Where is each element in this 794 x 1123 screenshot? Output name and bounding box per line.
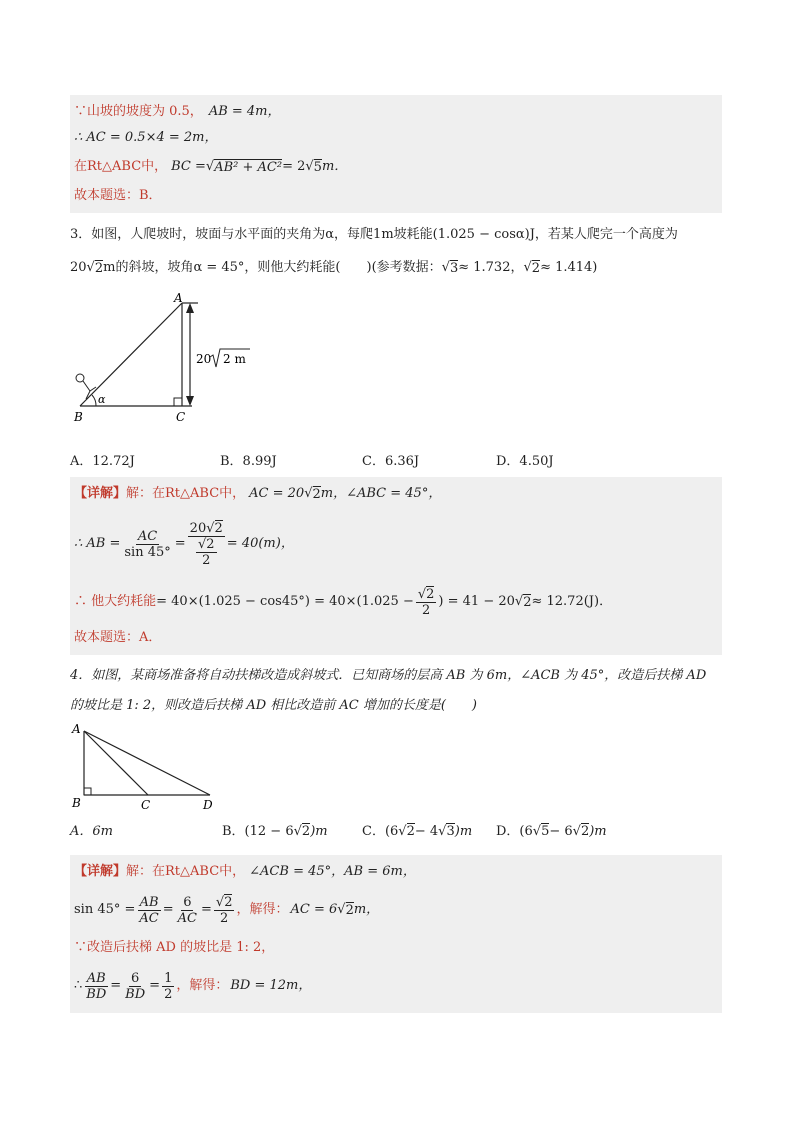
q3-sol-line-3 <box>74 579 718 625</box>
q2-solution-box <box>70 95 722 213</box>
q2-sol-math: BC = <box>171 159 206 174</box>
q3-sol-nested-fraction <box>196 537 217 568</box>
q3-sol-frac-den <box>192 537 221 568</box>
sqrt-icon: √ <box>206 520 215 536</box>
sqrt-icon: √ <box>293 823 302 839</box>
q4-fig-label-a: A <box>72 723 81 736</box>
q4-choice-d-text: − 6 <box>549 823 573 839</box>
q3-stem-text: ≈ 1.414) <box>540 260 598 275</box>
q4-choice-d[interactable] <box>496 820 607 839</box>
q4-sol-equals: = <box>201 902 212 917</box>
q3-sol-nested-num-rad: 2 <box>206 536 215 552</box>
q4-choice-c-text: − 4 <box>414 823 439 839</box>
q3-sol-line-1 <box>74 479 718 509</box>
q2-sol-line-2 <box>74 125 718 151</box>
q4-sol-math: ∴ <box>74 978 83 993</box>
q4-sol-fraction <box>137 895 160 926</box>
q3-question <box>70 219 722 473</box>
q3-choices <box>70 445 722 473</box>
q4-stem-line-1 <box>70 661 722 691</box>
q4-choice-c-text: C．(6 <box>362 823 399 839</box>
q4-choice-b-rad: 2 <box>301 823 311 839</box>
q4-sol-fraction <box>162 971 174 1002</box>
q4-choice-b[interactable] <box>222 820 362 839</box>
q4-sol-fraction <box>123 971 147 1002</box>
q4-choice-b-text: B．(12 − 6 <box>222 823 294 839</box>
sqrt-icon: √ <box>305 159 314 174</box>
q4-choice-b-unit: )m <box>310 823 328 839</box>
sqrt-icon: √ <box>215 894 225 910</box>
sqrt-icon: √ <box>205 159 215 174</box>
q4-stem-text: 4．如图，某商场准备将自动扶梯改造成斜坡式．已知商场的层高 AB 为 6m，∠ACB 为 45°，改造后扶梯 AD <box>70 668 707 683</box>
q2-sol-math: AB = 4m， <box>208 104 281 119</box>
q4-sol-text: 解：在Rt△ABC中， <box>126 864 246 879</box>
q3-solution-box <box>70 477 722 655</box>
q4-choice-d-rad: 2 <box>580 823 590 839</box>
q3-stem-line-1 <box>70 219 722 251</box>
q4-sol-frac-num: 6 <box>131 970 140 986</box>
q4-sol-frac-den: 2 <box>164 986 173 1002</box>
q4-fig-label-c: C <box>141 798 151 811</box>
q3-sol-frac-num-coef: 20 <box>189 520 207 536</box>
q4-sol-frac-num: AB <box>86 970 106 986</box>
q4-fig-label-d: D <box>203 798 213 811</box>
q2-sol-math: m． <box>321 159 348 174</box>
q4-choice-c-rad: 2 <box>406 823 415 839</box>
q3-sol-math: = <box>174 536 186 551</box>
q3-sol-frac-num-rad: 2 <box>426 586 435 602</box>
q4-sol-fraction <box>84 971 108 1002</box>
q4-choice-d-unit: )m <box>589 823 607 839</box>
q3-fig-label-c: C <box>176 410 186 424</box>
sqrt-icon: √ <box>417 586 427 602</box>
q3-stem-text: 3．如图，人爬坡时，坡面与水平面的夹角为α，每爬1m坡耗能(1.025 − cosα)J，若某人爬完一个高度为 <box>70 227 678 242</box>
q2-sol-math: = 2 <box>282 159 306 174</box>
q4-sol-frac-den: BD <box>125 986 146 1002</box>
q4-choices <box>70 815 722 843</box>
q4-sol-math: BD = 12m， <box>230 978 312 993</box>
q3-sol-math: = 40×(1.025 − cos45°) = 40×(1.025 − <box>156 594 414 609</box>
q3-fig-label-alpha: α <box>98 393 106 406</box>
sqrt-icon: √ <box>438 823 447 839</box>
q4-sol-math: m， <box>353 902 380 917</box>
q2-sol-radicand: AB² + AC² <box>214 159 283 175</box>
sqrt-icon: √ <box>304 486 313 501</box>
q4-sol-text: ，解得： <box>176 978 229 993</box>
q3-sol-frac-num <box>188 521 225 537</box>
q3-choice-a[interactable]: A．12.72J <box>70 453 135 469</box>
q4-choice-a[interactable]: A．6m <box>70 823 113 839</box>
q3-fig-label-height-coef: 20 <box>196 352 212 366</box>
q4-stem-text: 的坡比是 1: 2，则改造后扶梯 AD 相比改造前 AC 增加的长度是( ) <box>70 698 478 713</box>
q4-choice-c-unit: )m <box>454 823 473 839</box>
q4-sol-line-2 <box>74 887 718 933</box>
q3-stem-text: ≈ 1.732， <box>458 260 524 275</box>
q3-sol-nested-num <box>196 537 217 553</box>
q4-sol-frac-num: AB <box>139 894 159 910</box>
q2-sol-line-4 <box>74 183 718 209</box>
q4-choice-c[interactable] <box>362 820 496 839</box>
q2-sol-text: 在Rt△ABC中， <box>74 159 168 174</box>
sqrt-icon: √ <box>197 536 207 552</box>
q2-sol-answer: 故本题选：B． <box>74 188 162 203</box>
sqrt-icon: √ <box>572 823 581 839</box>
q3-sol-math: m，∠ABC = 45°， <box>320 486 442 501</box>
q3-stem-radicand: 2 <box>94 260 104 276</box>
q4-sol-line-4 <box>74 963 718 1009</box>
q4-sol-math: sin 45° = <box>74 902 136 917</box>
q4-sol-math: ∠ACB = 45°，AB = 6m， <box>249 864 416 879</box>
q3-figure <box>70 291 270 431</box>
q4-question <box>70 661 722 843</box>
q4-sol-radicand: 2 <box>345 902 354 918</box>
q4-sol-line-3 <box>74 933 718 963</box>
q3-sol-line-2 <box>74 509 718 579</box>
q3-sol-math: = 40(m)， <box>226 536 294 551</box>
q3-sol-answer: 故本题选：A． <box>74 630 162 645</box>
q3-choice-d[interactable]: D．4.50J <box>496 453 554 469</box>
q3-sol-nested-den: 2 <box>202 552 211 568</box>
q3-sol-math: AC = 20 <box>249 486 305 501</box>
q3-sol-frac-num <box>416 587 437 603</box>
sqrt-icon: √ <box>514 594 524 609</box>
sqrt-icon: √ <box>523 260 532 275</box>
q3-sol-math: ∴ AB = <box>74 536 121 551</box>
q4-sol-frac-num-rad: 2 <box>224 894 233 910</box>
q4-sol-text: ，解得： <box>236 902 289 917</box>
q3-sol-frac-num-rad: 2 <box>214 520 223 536</box>
q4-figure <box>70 723 230 811</box>
q3-choice-c[interactable]: C．6.36J <box>362 453 420 469</box>
q4-sol-frac-num <box>214 895 235 911</box>
q4-sol-equals: = <box>110 978 122 993</box>
q4-choice-d-text: D．(6 <box>496 823 533 839</box>
q3-sol-text: ∴ 他大约耗能 <box>74 594 157 609</box>
content-column <box>70 95 722 1013</box>
q3-sol-math: ≈ 12.72(J)． <box>531 594 613 609</box>
q3-sol-radicand: 2 <box>312 486 321 502</box>
q4-fig-label-b: B <box>72 796 81 810</box>
q4-sol-frac-den: 2 <box>220 910 229 926</box>
q3-sol-math: ) = 41 − 20 <box>438 594 515 609</box>
q4-stem-line-2 <box>70 691 722 721</box>
q3-sol-frac-den: sin 45° <box>124 544 171 560</box>
sqrt-icon: √ <box>441 260 450 275</box>
q4-solution-box <box>70 855 722 1013</box>
q3-stem-radicand: 2 <box>531 260 541 276</box>
q3-sol-frac-num: AC <box>137 528 158 544</box>
q3-sol-fraction <box>416 587 437 618</box>
q3-fig-label-height-rad: 2 m <box>223 352 246 366</box>
q4-sol-frac-den: AC <box>177 910 197 926</box>
q2-sol-radicand: 5 <box>313 159 322 175</box>
q4-sol-frac-num: 6 <box>183 894 192 910</box>
sqrt-icon: √ <box>532 823 542 839</box>
q3-sol-tag: 【详解】 <box>74 486 127 501</box>
q3-stem-text: 20 <box>70 260 87 275</box>
q4-choice-d-rad: 5 <box>541 823 550 839</box>
sqrt-icon: √ <box>337 902 346 917</box>
q4-sol-fraction <box>214 895 235 926</box>
q2-sol-line-3 <box>74 151 718 183</box>
q4-sol-frac-den: BD <box>86 986 107 1002</box>
q4-choice-c-rad: 3 <box>446 823 455 839</box>
q4-sol-math: AC = 6 <box>290 902 338 917</box>
q2-sol-line-1 <box>74 99 718 125</box>
q3-sol-frac-den: 2 <box>421 602 431 618</box>
sqrt-icon: √ <box>398 823 407 839</box>
q4-sol-frac-den: AC <box>139 910 159 926</box>
q4-sol-equals: = <box>162 902 174 917</box>
q4-sol-tag: 【详解】 <box>74 864 127 879</box>
q4-sol-frac-num: 1 <box>164 970 173 986</box>
q3-sol-text: 解：在Rt△ABC中， <box>126 486 246 501</box>
q3-sol-fraction <box>188 521 225 568</box>
q4-sol-fraction <box>176 895 199 926</box>
q3-fig-label-b: B <box>74 410 83 424</box>
q3-stem-line-2 <box>70 251 722 285</box>
q3-choice-b[interactable]: B．8.99J <box>220 453 277 469</box>
q3-stem-text: m的斜坡，坡角α = 45°，则他大约耗能( )(参考数据： <box>103 260 442 275</box>
q3-sol-fraction <box>122 529 172 560</box>
q4-sol-equals: = <box>149 978 161 993</box>
q3-fig-label-a: A <box>174 291 183 305</box>
q2-sol-text: ∵山坡的坡度为 0.5， <box>74 104 203 119</box>
q4-sol-line-1 <box>74 857 718 887</box>
q4-sol-text: ∵改造后扶梯 AD 的坡比是 1: 2， <box>74 940 275 955</box>
q2-sol-math: ∴ AC = 0.5×4 = 2m， <box>74 130 218 145</box>
q3-stem-radicand: 3 <box>449 260 459 276</box>
q3-sol-line-4 <box>74 625 718 651</box>
sqrt-icon: √ <box>86 260 95 275</box>
q3-sol-radicand: 2 <box>523 594 532 610</box>
